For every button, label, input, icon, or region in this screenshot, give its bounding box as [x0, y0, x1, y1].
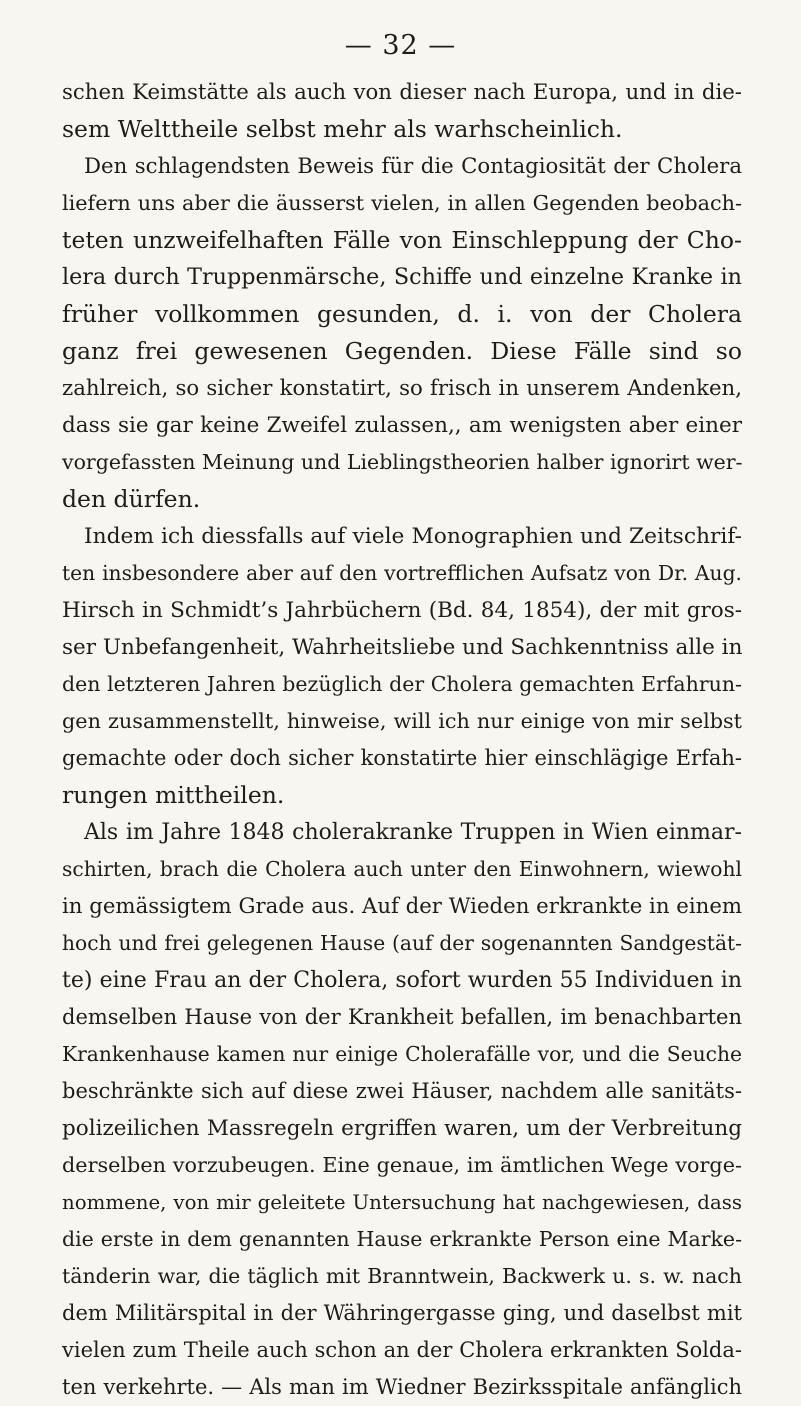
text-line: den dürfen. [62, 485, 201, 513]
text-line: vorgefassten Meinung und Lieblingstheorien halber ignorirt wer- [62, 450, 743, 474]
body-text [62, 74, 742, 1406]
text-line: früher vollkommen gesunden, d. i. von der Cholera [62, 300, 742, 328]
text-line: te) eine Frau an der Cholera, sofort wurden 55 Individuen in [62, 968, 742, 993]
text-line: liefern uns aber die äusserst vielen, in allen Gegenden beobach- [62, 191, 742, 215]
text-line: gen zusammenstellt, hinweise, will ich nur einige von mir selbst [62, 709, 742, 733]
text-line: ser Unbefangenheit, Wahrheitsliebe und Sachkenntniss alle in [62, 635, 743, 660]
text-line: lera durch Truppenmärsche, Schiffe und einzelne Kranke in [62, 264, 742, 290]
text-line: den letzteren Jahren bezüglich der Cholera gemachten Erfahrun- [62, 672, 742, 696]
text-line: zahlreich, so sicher konstatirt, so frisch in unserem Andenken, [62, 376, 742, 401]
text-line: demselben Hause von der Krankheit befallen, im benachbarten [62, 1005, 742, 1029]
text-line: Hirsch in Schmidt’s Jahrbüchern (Bd. 84, 1854), der mit gros- [62, 598, 742, 623]
text-line: rungen mittheilen. [62, 781, 285, 809]
text-line: tänderin war, die täglich mit Branntwein, Backwerk u. s. w. nach [62, 1264, 742, 1288]
text-line: beschränkte sich auf diese zwei Häuser, nachdem alle sanitäts- [62, 1079, 742, 1103]
text-line: ganz frei gewesenen Gegenden. Diese Fälle sind so [62, 337, 742, 365]
text-line: in gemässigtem Grade aus. Auf der Wieden erkrankte in einem [62, 894, 743, 919]
text-line: hoch und frei gelegenen Hause (auf der sogenannten Sandgestät- [62, 931, 742, 955]
text-line: derselben vorzubeugen. Eine genaue, im ämtlichen Wege vorge- [62, 1153, 742, 1177]
text-line: sem Welttheile selbst mehr als warhscheinlich. [62, 115, 623, 143]
text-line: gemachte oder doch sicher konstatirte hier einschlägige Erfah- [62, 746, 742, 770]
text-line: dass sie gar keine Zweifel zulassen,, am wenigsten aber einer [62, 413, 742, 438]
text-line: die erste in dem genannten Hause erkrankte Person eine Marke- [62, 1227, 742, 1251]
text-line: ten insbesondere aber auf den vortrefflichen Aufsatz von Dr. Aug. [62, 561, 742, 585]
text-line: ten verkehrte. — Als man im Wiedner Bezirksspitale anfänglich [62, 1375, 742, 1399]
text-line: nommene, von mir geleitete Untersuchung hat nachgewiesen, dass [62, 1191, 742, 1214]
text-line: vielen zum Theile auch schon an der Cholera erkrankten Solda- [62, 1338, 742, 1362]
text-line: schirten, brach die Cholera auch unter den Einwohnern, wiewohl [62, 857, 742, 881]
text-line: Den schlagendsten Beweis für die Contagiosität der Cholera [84, 154, 742, 179]
text-line: teten unzweifelhaften Fälle von Einschleppung der Cho- [62, 226, 742, 254]
text-line: Als im Jahre 1848 cholerakranke Truppen in Wien einmar- [84, 820, 742, 845]
text-line: polizeilichen Massregeln ergriffen waren, um der Verbreitung [62, 1116, 742, 1141]
text-line: dem Militärspital in der Währingergasse ging, und daselbst mit [62, 1301, 742, 1325]
text-line: Indem ich diessfalls auf viele Monographien und Zeitschrif- [84, 524, 742, 549]
page-number: — 32 — [344, 30, 457, 61]
text-line: schen Keimstätte als auch von dieser nach Europa, und in die- [62, 80, 742, 105]
text-line: Krankenhause kamen nur einige Cholerafälle vor, und die Seuche [62, 1042, 742, 1066]
